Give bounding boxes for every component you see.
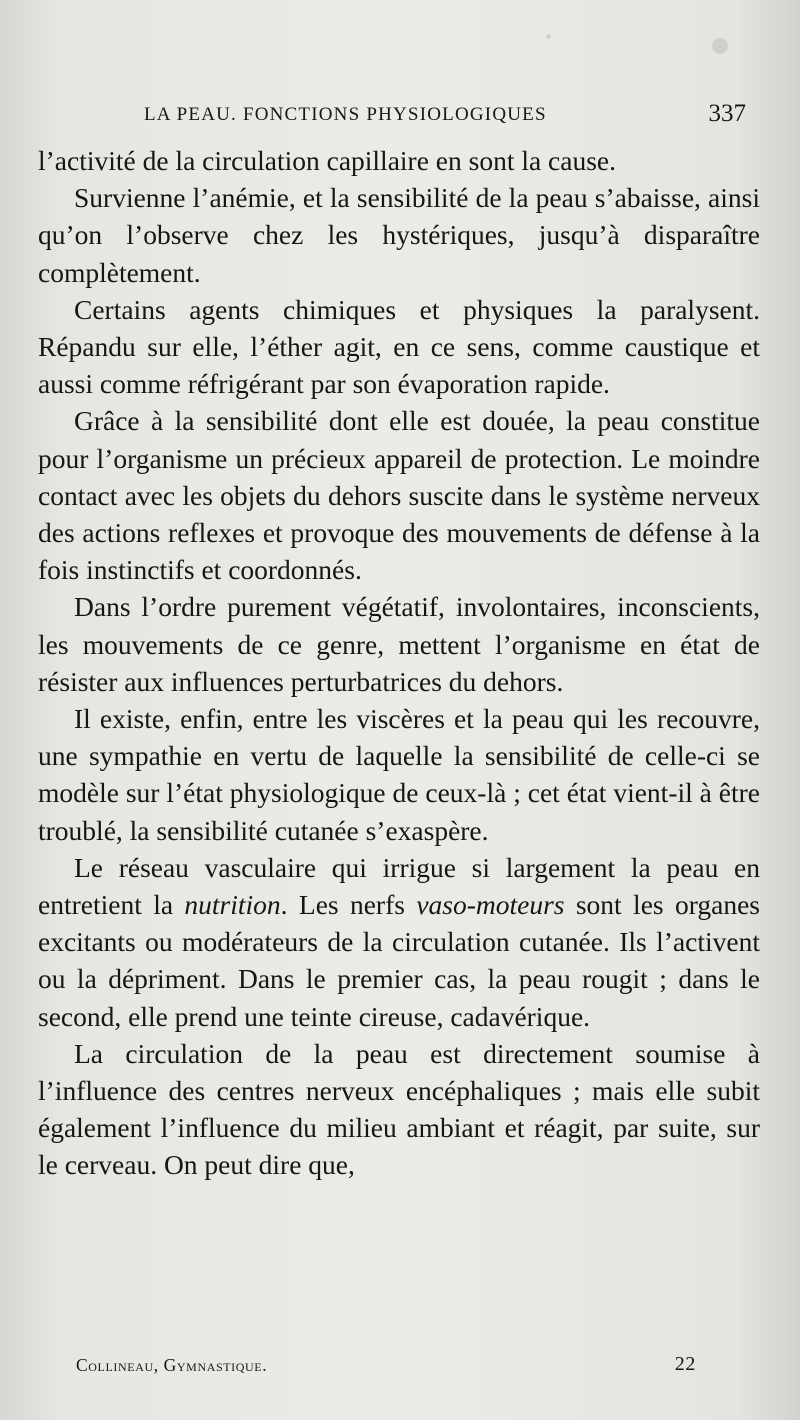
text-run: Le réseau vasculaire qui irrigue si largement la peau en entretient la [38,851,760,921]
paragraph: Dans l’ordre purement végétatif, involontaires, inconscients, les mouvements de ce genre, mettent l’organisme en état de résister aux influences perturbatrices du dehors. [38,591,760,697]
italic-term-nutrition: nutrition [184,889,281,921]
paragraph: La circulation de la peau est directement soumise à l’influence des centres nerveux encéphaliques ; mais elle subit également l’influence du milieu ambiant et réagit, par suite, sur le cerveau. On peut dire que, [38,1037,760,1181]
page-number: 337 [708,100,746,127]
paper-speck [712,38,728,54]
footer-author-work: Collineau, Gymnastique. [76,1355,268,1375]
paragraph: Certains agents chimiques et physiques la paralysent. Répandu sur elle, l’éther agit, en ce sens, comme caustique et aussi comme réfrigérant par son évaporation rapide. [38,293,760,400]
paragraph: l’activité de la circulation capillaire en sont la cause. [38,145,616,176]
paragraph: Grâce à la sensibilité dont elle est douée, la peau constitue pour l’organisme un précieux appareil de protection. Le moindre contact avec les objets du dehors suscite dans le système nerveux des actions reflexes et provoque des mouvements de défense à la fois instinctifs et coordonnés. [38,405,760,586]
running-title: LA PEAU. FONCTIONS PHYSIOLOGIQUES [144,104,547,125]
paragraph-nutrition [38,849,760,1035]
text-run: sont les organes excitants ou modérateurs de la circulation cutanée. Ils l’activent ou la dépriment. Dans le premier cas, la peau rougit ; dans le second, elle prend une teinte cireuse, cadavérique. [38,889,760,1032]
text-run: . Les nerfs [280,889,417,921]
body-text [38,142,760,1184]
footer [76,1355,696,1385]
italic-term-vaso-moteurs: vaso-moteurs [416,889,565,921]
running-head [40,102,750,134]
paper-speck [546,34,551,39]
paragraph: Survienne l’anémie, et la sensibilité de la peau s’abaisse, ainsi qu’on l’observe chez les hystériques, jusqu’à disparaître complètement. [38,182,760,288]
signature-mark: 22 [674,1353,696,1375]
paragraph: Il existe, enfin, entre les viscères et la peau qui les recouvre, une sympathie en vertu de laquelle la sensibilité de celle-ci se modèle sur l’état physiologique de ceux-là ; cet état vient-il à être troublé, la sensibilité cutanée s’exaspère. [38,703,760,846]
